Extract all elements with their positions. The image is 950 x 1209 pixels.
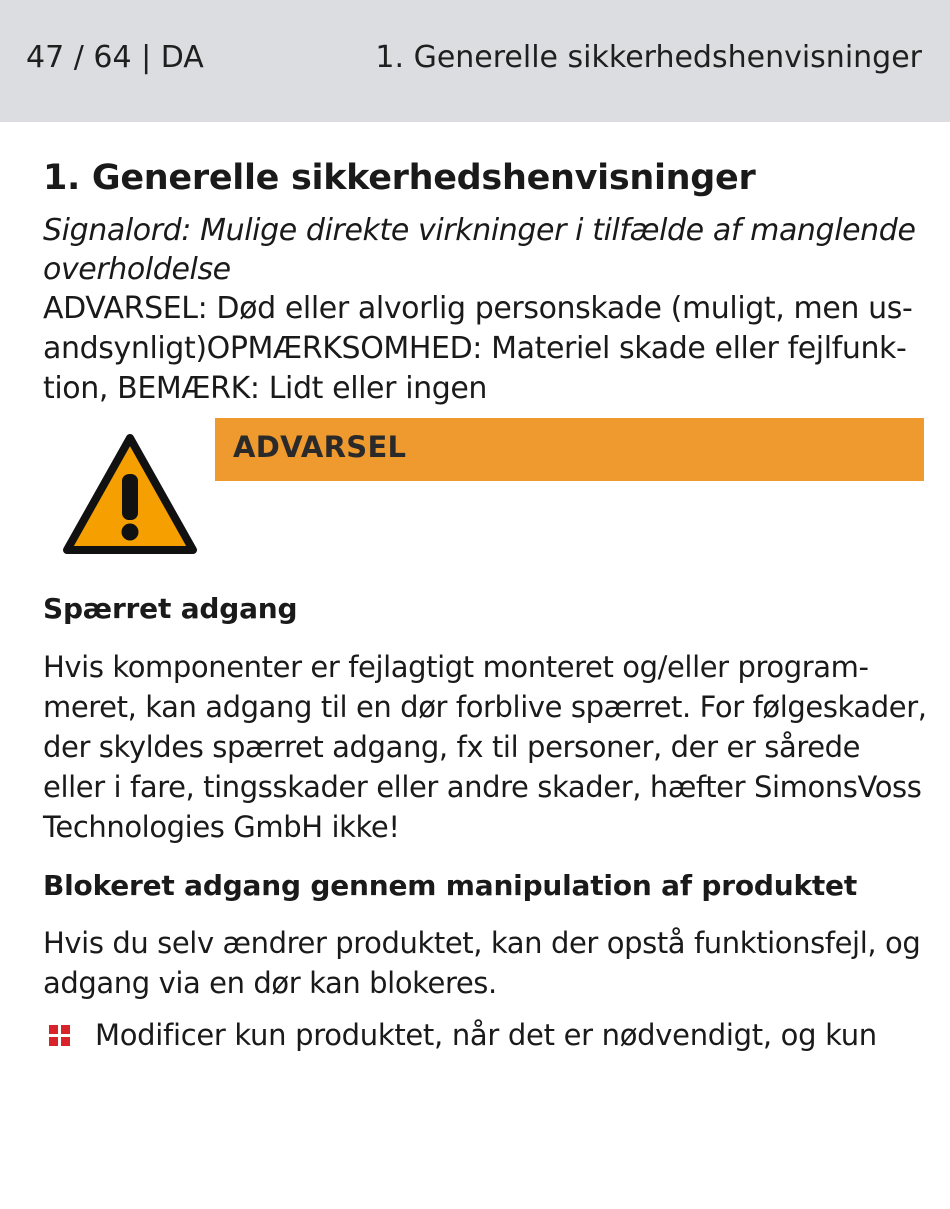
- warning-triangle-icon: [61, 432, 199, 558]
- warning-banner: [215, 418, 924, 481]
- warning-label: ADVARSEL: [233, 430, 407, 464]
- manipulation-heading: Blokeret adgang gennem manipulation af produktet: [43, 869, 858, 902]
- signal-word-definitions: ADVARSEL: Død eller alvorlig personskade (muligt, men usandsynligt)OPMÆRKSOMHED: Materiel skade eller fejlfunktion, BEMÆRK: Lidt eller ingen: [43, 291, 913, 406]
- blocked-access-text: Hvis komponenter er fejlagtigt monteret og/eller programmeret, kan adgang til en dør forblive spærret. For følgeskader, der skyldes spærret adgang, fx til personer, der er sårede eller i fare, tingsskader eller andre skader, hæfter SimonsVoss Technologies GmbH ikke!: [43, 650, 927, 844]
- list-item-text: Modificer kun produktet, når det er nødvendigt, og kun: [95, 1018, 877, 1052]
- red-square-bullet-icon: [49, 1025, 71, 1047]
- page-indicator: 47 / 64 | DA: [26, 40, 204, 75]
- warning-block: [43, 418, 928, 568]
- page-header: [0, 0, 950, 122]
- section-title: 1. Generelle sikkerhedshenvisninger: [43, 158, 756, 198]
- header-title: 1. Generelle sikkerhedshenvisninger: [375, 40, 922, 75]
- blocked-access-heading: Spærret adgang: [43, 592, 298, 625]
- main-content: [43, 155, 928, 1195]
- manipulation-text: Hvis du selv ændrer produktet, kan der opstå funktionsfejl, og adgang via en dør kan blokeres.: [43, 926, 921, 1000]
- signal-word-intro: Signalord: Mulige direkte virkninger i tilfælde af manglende overholdelse: [43, 213, 916, 287]
